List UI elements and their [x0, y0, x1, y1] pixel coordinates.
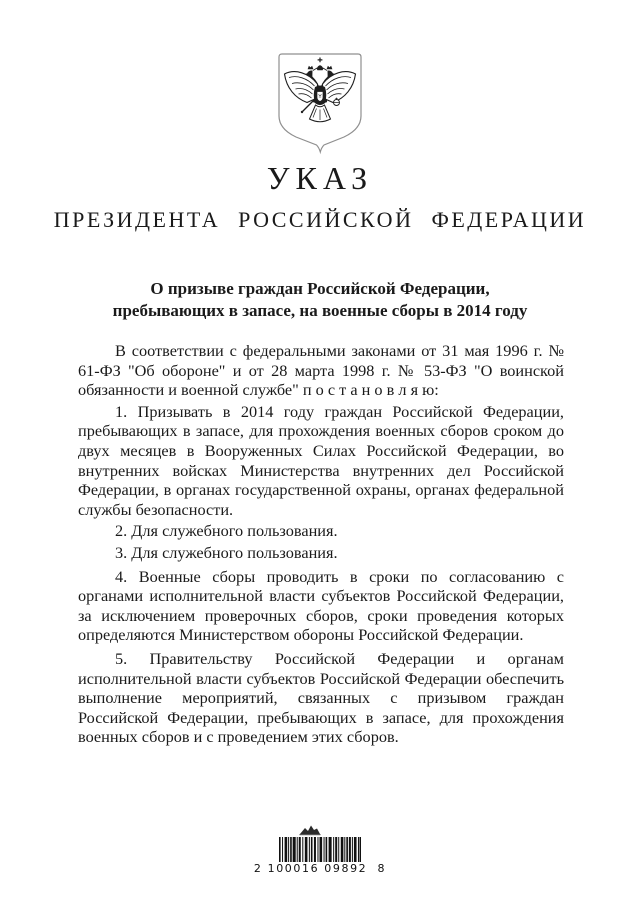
subject-title	[0, 278, 640, 322]
item-4-paragraph: 4. Военные сборы проводить в сроки по согласованию с органами исполнительной власти субъектов Российской Федерации, за исключением проверочных сборов, сроки проведения которых определяются Министерством обороны Российской Федерации.	[78, 566, 564, 645]
preamble-paragraph: В соответствии с федеральными законами от 31 мая 1996 г. № 61-ФЗ "Об обороне" и от 28 марта 1998 г. № 53-ФЗ "О воинской обязанности и военной службе" п о с т а н о в л я ю:	[78, 341, 564, 400]
publisher-mark-icon	[298, 824, 322, 836]
barcode-block	[0, 824, 640, 875]
item-3-paragraph: 3. Для служебного пользования.	[115, 542, 338, 562]
item-5-paragraph: 5. Правительству Российской Федерации и органам исполнительной власти субъектов Российской Федерации обеспечить выполнение мероприятий, связанных с призывом граждан Российской Федерации, пребывающих в запасе, для прохождения военных сборов и с проведением этих сборов.	[78, 648, 564, 747]
barcode-icon	[279, 837, 361, 862]
document-type-heading: УКАЗ	[266, 160, 374, 196]
subject-line-1: О призыве граждан Российской Федерации,	[150, 279, 490, 298]
issuer-heading: ПРЕЗИДЕНТА РОССИЙСКОЙ ФЕДЕРАЦИИ	[53, 207, 587, 232]
barcode-number: 2 100016 09892 8	[253, 862, 387, 875]
coat-of-arms-icon	[278, 53, 362, 157]
decree-body	[78, 341, 564, 747]
item-1-paragraph: 1. Призывать в 2014 году граждан Российской Федерации, пребывающих в запасе, для прохождения военных сборов сроком до двух месяцев в Вооруженных Силах Российской Федерации, во внутренних войсках Министерства внутренних дел Российской Федерации, в органах государственной охраны, органах федеральной службы безопасности.	[78, 401, 564, 519]
item-2-paragraph: 2. Для служебного пользования.	[115, 521, 338, 541]
subject-line-2: пребывающих в запасе, на военные сборы в 2014 году	[112, 301, 528, 320]
